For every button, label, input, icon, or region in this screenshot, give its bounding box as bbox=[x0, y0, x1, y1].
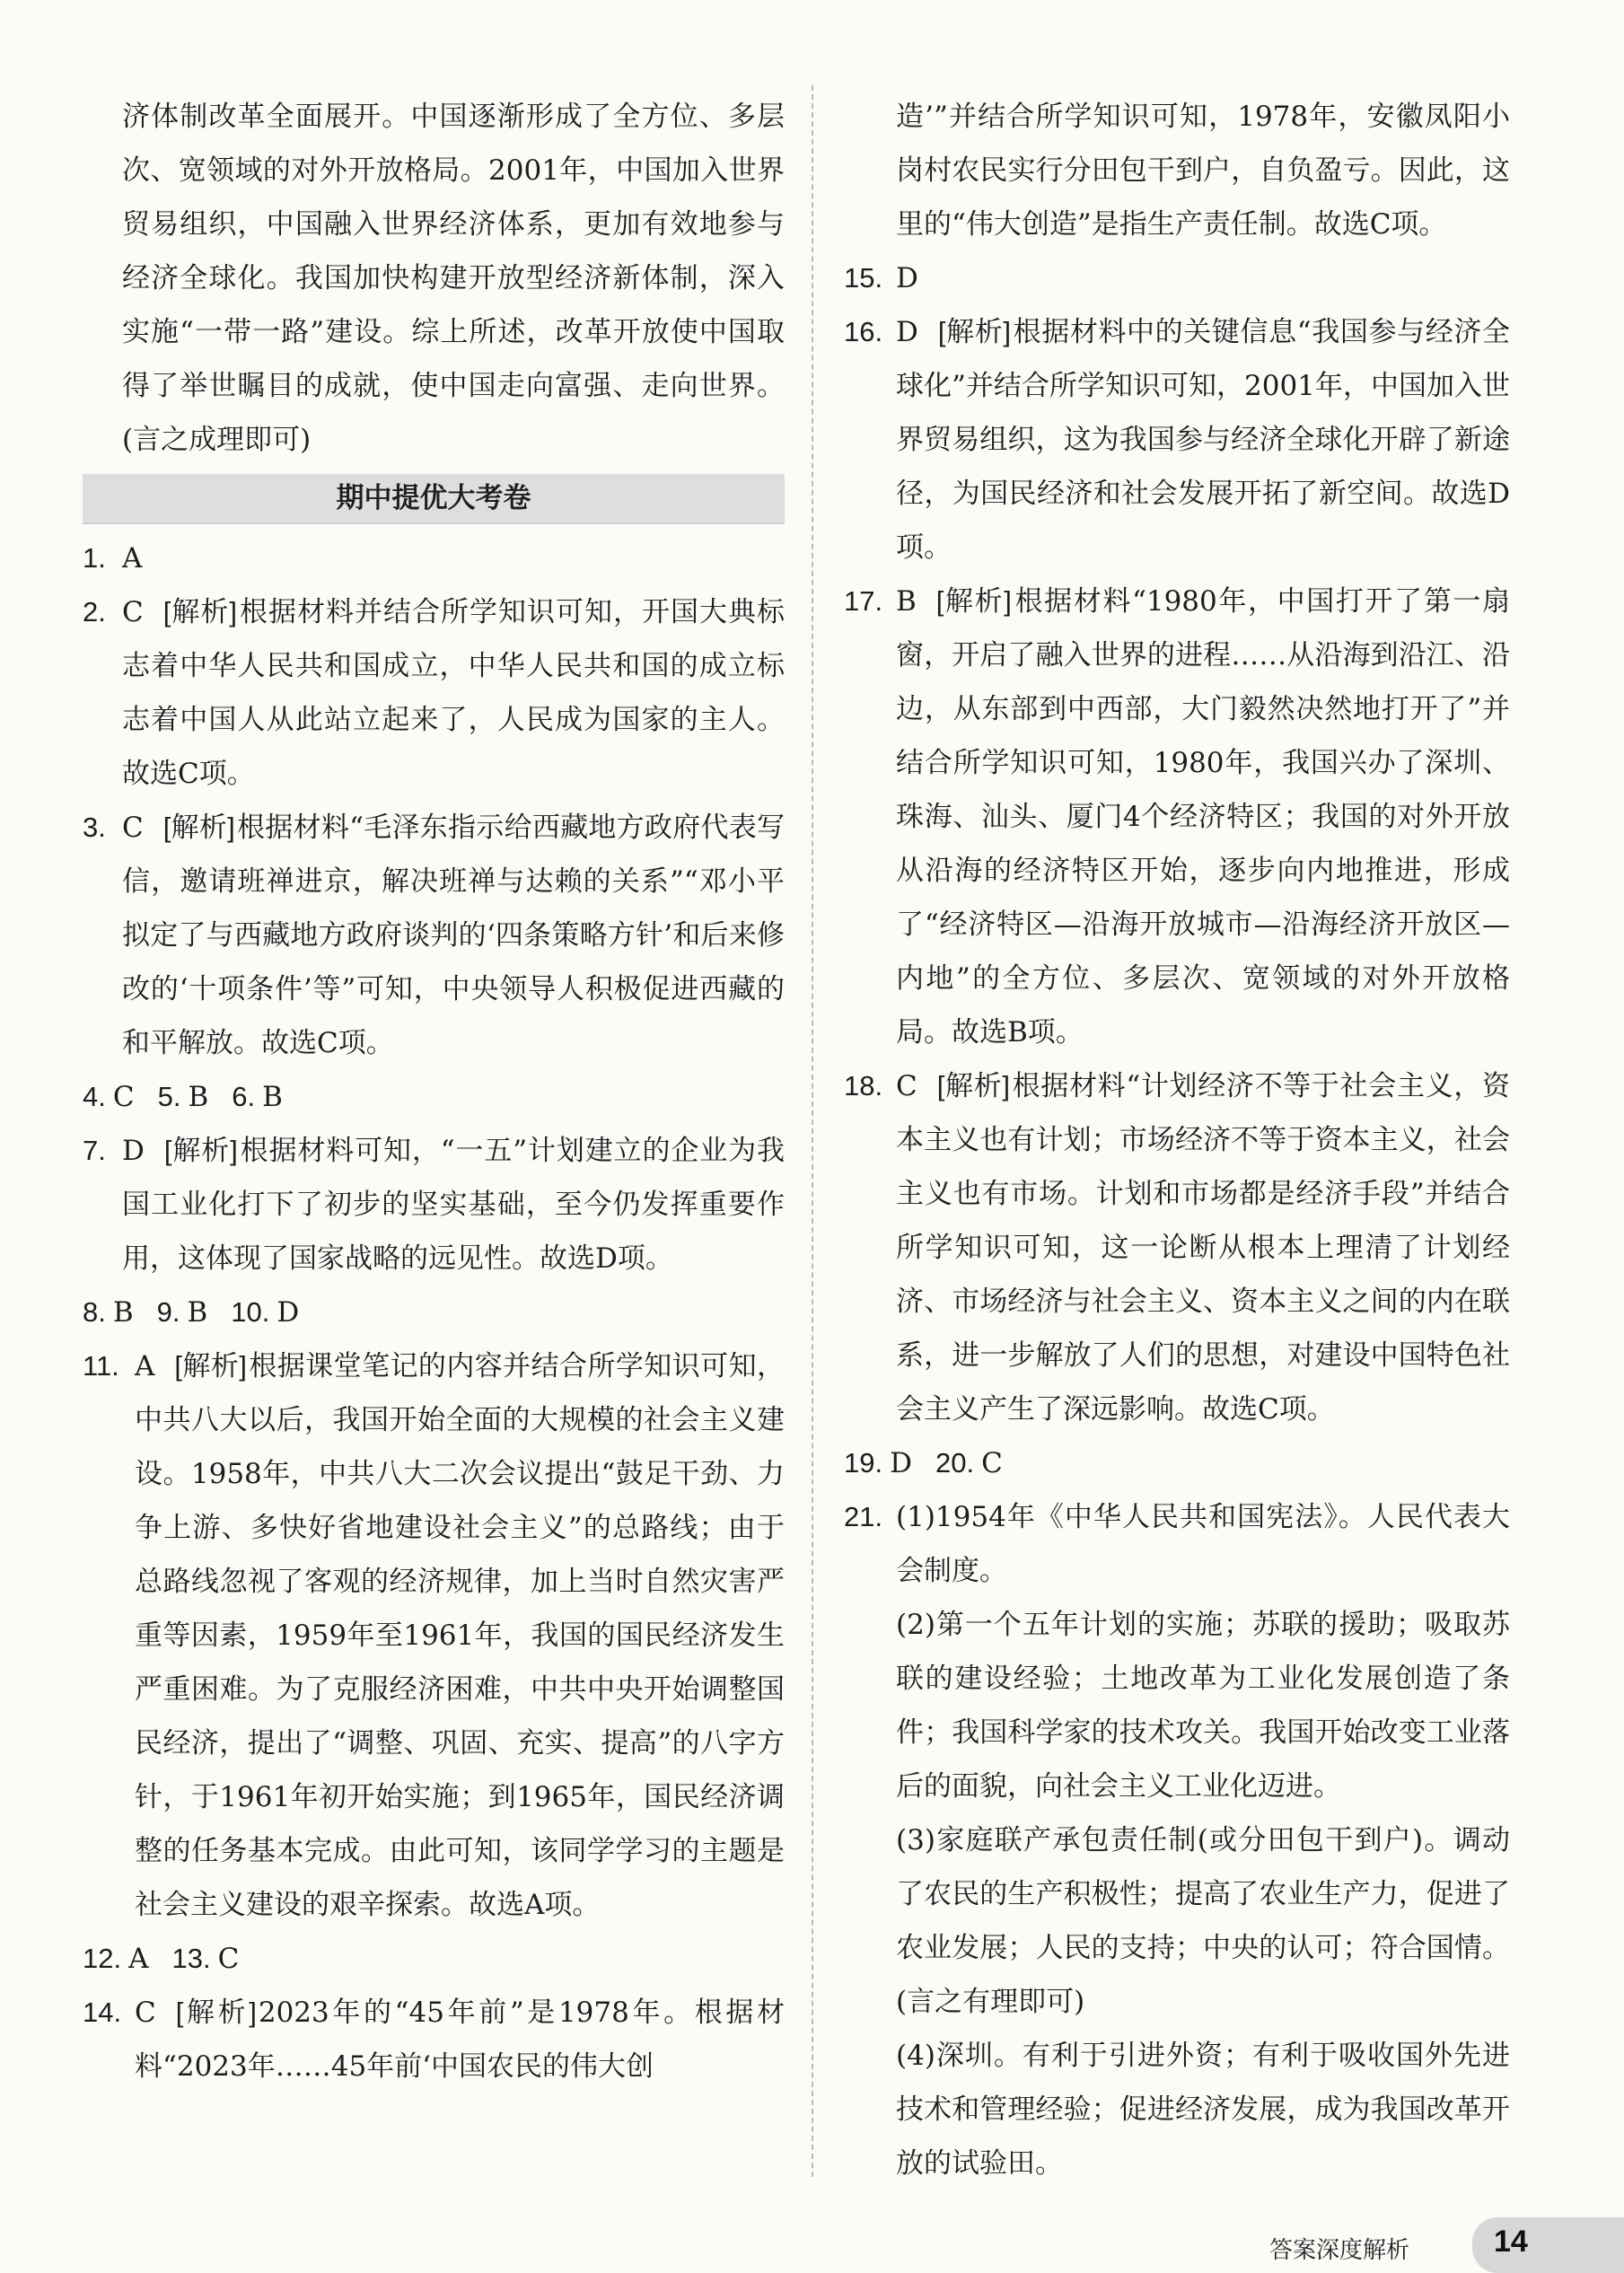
column-divider bbox=[812, 85, 813, 2177]
answer-row-19-20 bbox=[844, 1436, 1510, 1490]
question-number: 20. bbox=[935, 1447, 975, 1479]
answer-letter: D bbox=[122, 1135, 145, 1167]
answer-letter: A bbox=[122, 542, 143, 575]
answer-item-16 bbox=[844, 305, 1510, 575]
sub-answer-3: (3)家庭联产承包责任制(或分田包干到户)。调动了农民的生产积极性；提高了农业生产力，促进了农业发展；人民的支持；中央的认可；符合国情。(言之有理即可) bbox=[896, 1824, 1510, 2018]
answer-letter: A bbox=[135, 1350, 155, 1382]
sub-answer-1: (1)1954年《中华人民共和国宪法》。人民代表大会制度。 bbox=[896, 1501, 1510, 1587]
question-number: 8. bbox=[83, 1296, 106, 1328]
answer-item-3 bbox=[83, 801, 785, 1070]
answer-letter: B bbox=[188, 1081, 209, 1113]
answer-item-1 bbox=[83, 531, 785, 585]
analysis-tag: [解析] bbox=[937, 316, 1011, 347]
answer-item-7 bbox=[83, 1124, 785, 1286]
question-number: 17. bbox=[844, 585, 883, 617]
page-number: 14 bbox=[1494, 2225, 1528, 2259]
answer-letter: C bbox=[981, 1447, 1003, 1479]
answer-row-4-6 bbox=[83, 1070, 785, 1124]
answer-item-17 bbox=[844, 575, 1510, 1059]
question-number: 2. bbox=[83, 596, 106, 627]
analysis-text: 根据材料并结合所学知识可知，开国大典标志着中华人民共和国成立，中华人民共和国的成立标志着中国人从此站立起来了，人民成为国家的主人。故选C项。 bbox=[122, 596, 785, 790]
question-number: 18. bbox=[844, 1070, 883, 1101]
answer-item-14 bbox=[83, 1986, 785, 2093]
question-number: 13. bbox=[171, 1943, 211, 1974]
right-column bbox=[844, 90, 1510, 2190]
question-number: 5. bbox=[157, 1081, 181, 1112]
question-number: 10. bbox=[231, 1296, 270, 1328]
analysis-tag: [解析] bbox=[935, 585, 1012, 617]
answer-letter: C bbox=[135, 1997, 156, 2029]
question-number: 11. bbox=[83, 1350, 119, 1382]
question-number: 6. bbox=[232, 1081, 256, 1112]
footer-label: 答案深度解析 bbox=[1269, 2237, 1410, 2264]
answer-row-8-10 bbox=[83, 1286, 785, 1339]
page-number-tab bbox=[1472, 2217, 1624, 2273]
question-number: 3. bbox=[83, 812, 106, 843]
answer-item-2 bbox=[83, 585, 785, 801]
answer-item-11 bbox=[83, 1339, 785, 1932]
answer-letter: B bbox=[112, 1296, 134, 1329]
answer-letter: B bbox=[262, 1081, 283, 1113]
answer-item-21 bbox=[844, 1490, 1510, 1598]
analysis-tag: [解析] bbox=[174, 1350, 247, 1382]
continued-paragraph: 济体制改革全面展开。中国逐渐形成了全方位、多层次、宽领域的对外开放格局。2001年，中国加入世界贸易组织，中国融入世界经济体系，更加有效地参与经济全球化。我国加快构建开放型经济新体制，深入实施“一带一路”建设。综上所述，改革开放使中国取得了举世瞩目的成就，使中国走向富强、走向世界。(言之成理即可) bbox=[122, 101, 785, 456]
answer-letter: D bbox=[896, 262, 918, 294]
answer-item-18 bbox=[844, 1059, 1510, 1436]
sub-answer-4: (4)深圳。有利于引进外资；有利于吸收国外先进技术和管理经验；促进经济发展，成为我国改革开放的试验田。 bbox=[896, 2040, 1510, 2180]
sub-answer-2: (2)第一个五年计划的实施；苏联的援助；吸取苏联的建设经验；土地改革为工业化发展创造了条件；我国科学家的技术攻关。我国开始改变工业落后的面貌，向社会主义工业化迈进。 bbox=[896, 1609, 1510, 1803]
question-number: 12. bbox=[83, 1943, 122, 1974]
answer-letter: C bbox=[122, 812, 144, 844]
answer-letter: C bbox=[112, 1081, 135, 1113]
question-number: 16. bbox=[844, 316, 883, 347]
analysis-text: 2023年的“45年前”是1978年。根据材料“2023年……45年前‘中国农民的伟大创 bbox=[135, 1997, 785, 2083]
answer-row-12-13 bbox=[83, 1932, 785, 1986]
answer-letter: B bbox=[896, 585, 917, 618]
answer-letter: C bbox=[217, 1943, 240, 1975]
analysis-text: 根据材料“1980年，中国打开了第一扇窗，开启了融入世界的进程……从沿海到沿江、沿边，从东部到中西部，大门毅然决然地打开了”并结合所学知识可知，1980年，我国兴办了深圳、珠海、汕头、厦门4个经济特区；我国的对外开放从沿海的经济特区开始，逐步向内地推进，形成了“经济特区—沿海开放城市—沿海经济开放区—内地”的全方位、多层次、宽领域的对外开放格局。故选B项。 bbox=[896, 585, 1510, 1049]
question-number: 4. bbox=[83, 1081, 106, 1112]
analysis-tag: [解析] bbox=[936, 1070, 1010, 1101]
section-title: 期中提优大考卷 bbox=[83, 474, 785, 524]
answer-letter: B bbox=[187, 1296, 208, 1329]
answer-letter: D bbox=[896, 316, 918, 348]
answer-item-15 bbox=[844, 251, 1510, 305]
analysis-text: 根据材料可知，“一五”计划建立的企业为我国工业化打下了初步的坚实基础，至今仍发挥重要作用，这体现了国家战略的远见性。故选D项。 bbox=[122, 1135, 785, 1275]
analysis-tag: [解析] bbox=[162, 812, 235, 843]
question-number: 9. bbox=[156, 1296, 180, 1328]
analysis-tag: [解析] bbox=[162, 596, 237, 627]
question-number: 7. bbox=[83, 1135, 106, 1166]
answer-letter: D bbox=[890, 1447, 912, 1479]
analysis-text: 根据材料“毛泽东指示给西藏地方政府代表写信，邀请班禅进京，解决班禅与达赖的关系”“邓小平拟定了与西藏地方政府谈判的‘四条策略方针’和后来修改的‘十项条件’等”可知，中央领导人积极促进西藏的和平解放。故选C项。 bbox=[122, 812, 785, 1059]
left-column bbox=[83, 90, 785, 2093]
analysis-tag: [解析] bbox=[163, 1135, 238, 1166]
continued-paragraph: 造’”并结合所学知识可知，1978年，安徽凤阳小岗村农民实行分田包干到户，自负盈亏。因此，这里的“伟大创造”是指生产责任制。故选C项。 bbox=[896, 101, 1510, 241]
answer-letter: A bbox=[128, 1943, 149, 1975]
analysis-text: 根据材料“计划经济不等于社会主义，资本主义也有计划；市场经济不等于资本主义，社会主义也有市场。计划和市场都是经济手段”并结合所学知识可知，这一论断从根本上理清了计划经济、市场经济与社会主义、资本主义之间的内在联系，进一步解放了人们的思想，对建设中国特色社会主义产生了深远影响。故选C项。 bbox=[896, 1070, 1510, 1426]
answer-letter: D bbox=[277, 1296, 300, 1329]
question-number: 19. bbox=[844, 1447, 883, 1479]
answer-letter: C bbox=[896, 1070, 917, 1102]
question-number: 1. bbox=[83, 542, 106, 574]
question-number: 15. bbox=[844, 262, 883, 294]
analysis-text: 根据课堂笔记的内容并结合所学知识可知，中共八大以后，我国开始全面的大规模的社会主义建设。1958年，中共八大二次会议提出“鼓足干劲、力争上游、多快好省地建设社会主义”的总路线；由于总路线忽视了客观的经济规律，加上当时自然灾害严重等因素，1959年至1961年，我国的国民经济发生严重困难。为了克服经济困难，中共中央开始调整国民经济，提出了“调整、巩固、充实、提高”的八字方针，于1961年初开始实施；到1965年，国民经济调整的任务基本完成。由此可知，该同学学习的主题是社会主义建设的艰辛探索。故选A项。 bbox=[135, 1350, 786, 1921]
analysis-tag: [解析] bbox=[175, 1997, 257, 2028]
question-number: 21. bbox=[844, 1501, 883, 1532]
answer-letter: C bbox=[122, 596, 144, 628]
question-number: 14. bbox=[83, 1997, 122, 2028]
analysis-text: 根据材料中的关键信息“我国参与经济全球化”并结合所学知识可知，2001年，中国加入世界贸易组织，这为我国参与经济全球化开辟了新途径，为国民经济和社会发展开拓了新空间。故选D项。 bbox=[896, 316, 1510, 564]
